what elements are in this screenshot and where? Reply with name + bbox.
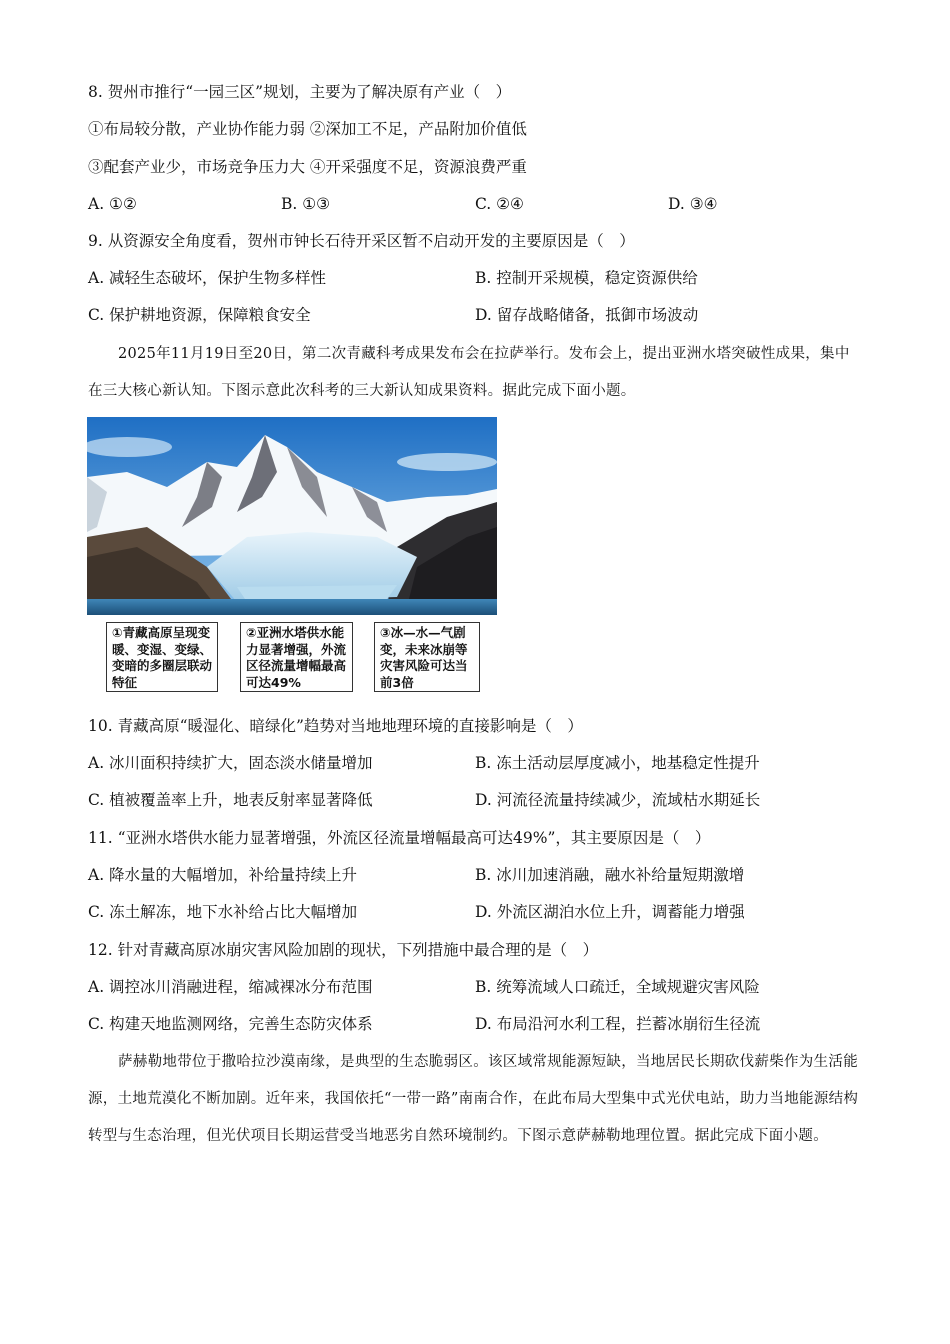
q8-option-b: B. ①③: [281, 195, 331, 213]
q9-option-a: A. 减轻生态破坏，保护生物多样性: [88, 269, 327, 287]
tibet-figure: [87, 417, 497, 697]
caption-3: ③冰—水—气剧变，未来冰崩等灾害风险可达当前3倍: [374, 622, 480, 692]
passage-sahel: 萨赫勒地带位于撒哈拉沙漠南缘，是典型的生态脆弱区。该区域常规能源短缺，当地居民长期砍伐薪柴作为生活能源，土地荒漠化不断加剧。近年来，我国依托“一带一路”南南合作，在此布局大型集中式光伏电站，助力当地能源结构转型与生态治理，但光伏项目长期运营受当地恶劣自然环境制约。下图示意萨赫勒地理位置。据此完成下面小题。: [88, 1054, 859, 1144]
q8-option-a: A. ①②: [88, 195, 137, 213]
q12-stem: 12. 针对青藏高原冰崩灾害风险加剧的现状，下列措施中最合理的是（ ）: [88, 941, 599, 959]
caption-2: ②亚洲水塔供水能力显著增强，外流区径流量增幅最高可达49%: [240, 622, 353, 692]
q8-items-line-1: ①布局较分散，产业协作能力弱 ②深加工不足，产品附加价值低: [88, 120, 527, 138]
q9-option-d: D. 留存战略储备，抵御市场波动: [475, 306, 699, 324]
q12-option-c: C. 构建天地监测网络，完善生态防灾体系: [88, 1015, 373, 1033]
q11-option-c: C. 冻土解冻，地下水补给占比大幅增加: [88, 903, 358, 921]
q11-stem: 11. “亚洲水塔供水能力显著增强，外流区径流量增幅最高可达49%”，其主要原因是（ ）: [88, 829, 711, 847]
q10-option-b: B. 冻土活动层厚度减小，地基稳定性提升: [475, 754, 760, 772]
caption-1: ①青藏高原呈现变暖、变湿、变绿、变暗的多圈层联动特征: [106, 622, 218, 692]
q9-option-b: B. 控制开采规模，稳定资源供给: [475, 269, 698, 287]
q12-option-d: D. 布局沿河水利工程，拦蓄冰崩衍生径流: [475, 1015, 761, 1033]
q8-option-d: D. ③④: [668, 195, 718, 213]
glacier-photo: [87, 417, 497, 615]
q11-option-b: B. 冰川加速消融，融水补给量短期激增: [475, 866, 745, 884]
q10-option-d: D. 河流径流量持续减少，流域枯水期延长: [475, 791, 761, 809]
q8-option-c: C. ②④: [475, 195, 524, 213]
q9-option-c: C. 保护耕地资源，保障粮食安全: [88, 306, 311, 324]
q12-option-a: A. 调控冰川消融进程，缩减裸冰分布范围: [88, 978, 373, 996]
q12-option-b: B. 统筹流域人口疏迁，全域规避灾害风险: [475, 978, 760, 996]
q11-option-a: A. 降水量的大幅增加，补给量持续上升: [88, 866, 358, 884]
q10-option-a: A. 冰川面积持续扩大，固态淡水储量增加: [88, 754, 373, 772]
q10-option-c: C. 植被覆盖率上升，地表反射率显著降低: [88, 791, 373, 809]
passage-tibet: 2025年11月19日至20日，第二次青藏科考成果发布会在拉萨举行。发布会上，提出亚洲水塔突破性成果，集中在三大核心新认知。下图示意此次科考的三大新认知成果资料。据此完成下面小题。: [88, 346, 850, 399]
q8-stem: 8. 贺州市推行“一园三区”规划，主要为了解决原有产业（ ）: [88, 83, 512, 101]
q10-stem: 10. 青藏高原“暖湿化、暗绿化”趋势对当地地理环境的直接影响是（ ）: [88, 717, 583, 735]
q11-option-d: D. 外流区湖泊水位上升，调蓄能力增强: [475, 903, 745, 921]
q8-items-line-2: ③配套产业少，市场竞争压力大 ④开采强度不足，资源浪费严重: [88, 158, 527, 176]
q9-stem: 9. 从资源安全角度看，贺州市钟长石待开采区暂不启动开发的主要原因是（ ）: [88, 232, 635, 250]
